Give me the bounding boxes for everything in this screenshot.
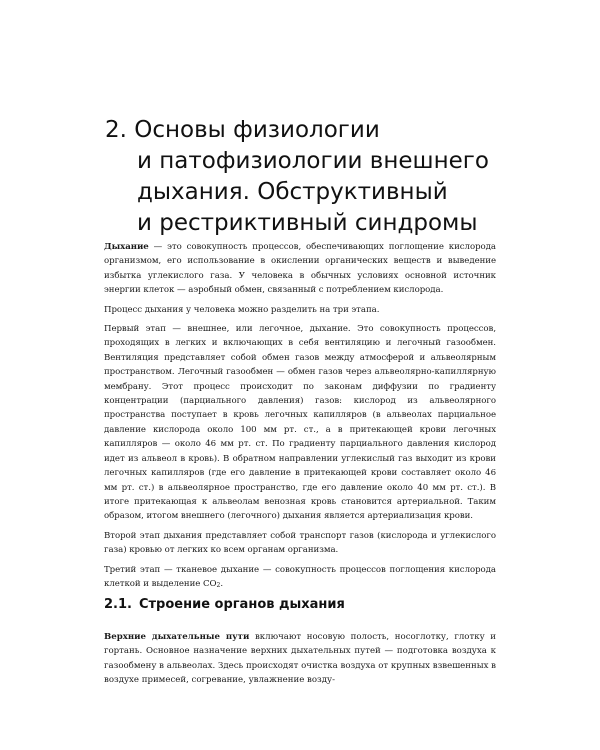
- chapter-title-line-1: [105, 115, 525, 146]
- chapter-title-text-1: Основы физиологии: [134, 117, 380, 143]
- co2-subscript: 2: [216, 581, 221, 589]
- term-upper-airways: Верхние дыхательные пути: [104, 632, 250, 642]
- chapter-number: 2.: [105, 117, 127, 143]
- chapter-title-line-3: дыхания. Обструктивный: [137, 179, 448, 205]
- paragraph-upper-airways: [104, 630, 496, 688]
- section-title-text: Строение органов дыхания: [138, 597, 345, 612]
- section-body: [104, 630, 496, 688]
- term-breathing: Дыхание: [104, 242, 149, 252]
- paragraph-stages-intro: Процесс дыхания у человека можно разделить на три этапа.: [104, 304, 380, 315]
- paragraph-third-stage-text: Третий этап — тканевое дыхание — совокупность процессов поглощения кислорода клеткой и выделение CO: [104, 564, 496, 589]
- chapter-body: [104, 240, 496, 593]
- section-number: 2.1.: [104, 597, 132, 612]
- chapter-title-line-2: и патофизиологии внешнего: [137, 148, 489, 174]
- paragraph-third-stage: [104, 563, 496, 594]
- chapter-title: [105, 115, 525, 239]
- section-heading: [104, 597, 345, 612]
- paragraph-first-stage: Первый этап — внешнее, или легочное, дыхание. Это совокупность процессов, проходящих в легких и включающих в себя вентиляцию и легочный газообмен. Вентиляция представляет собой обмен газов между атмосферой и альвеолярным пространством. Легочный газообмен — обмен газов через альвеолярно-капиллярную мембрану. Этот процесс происходит по законам диффузии по градиенту концентрации (парциального давления) газов: кислород из альвеолярного пространства поступает в кровь легочных капилляров (в альвеолах парциальное давление кислорода около 100 мм рт. ст., а в притекающей крови легочных капилляров — около 46 мм рт. ст. По градиенту парциального давления кислород идет из альвеол в кровь). В обратном направлении углекислый газ выходит из крови легочных капилляров (где его давление в притекающей крови составляет около 46 мм рт. ст.) в альвеолярное пространство, где его давление около 40 мм рт. ст.). В итоге притекающая к альвеолам венозная кровь становится артериальной. Таким образом, итогом внешнего (легочного) дыхания является артериализация крови.: [104, 324, 496, 522]
- paragraph-second-stage: Второй этап дыхания представляет собой транспорт газов (кислорода и углекислого газа) кровью от легких ко всем органам организма.: [104, 530, 496, 556]
- chapter-title-line-4: и рестриктивный синдромы: [137, 210, 478, 236]
- paragraph-definition-text: — это совокупность процессов, обеспечивающих поглощение кислорода организмом, его использование в окислении органических веществ и выведение избытка углекислого газа. У человека в обычных условиях основной источник энергии клеток — аэробный обмен, связанный с потреблением кислорода.: [104, 242, 496, 296]
- paragraph-definition: [104, 240, 496, 298]
- paragraph-third-stage-end: .: [220, 578, 223, 589]
- paragraph-upper-airways-text: включают носовую полость, носоглотку, глотку и гортань. Основное назначение верхних дыхательных путей — подготовка воздуха к газообмену в альвеолах. Здесь происходят очистка воздуха от крупных взвешенных в воздухе примесей, согревание, увлажнение возду-: [104, 632, 497, 686]
